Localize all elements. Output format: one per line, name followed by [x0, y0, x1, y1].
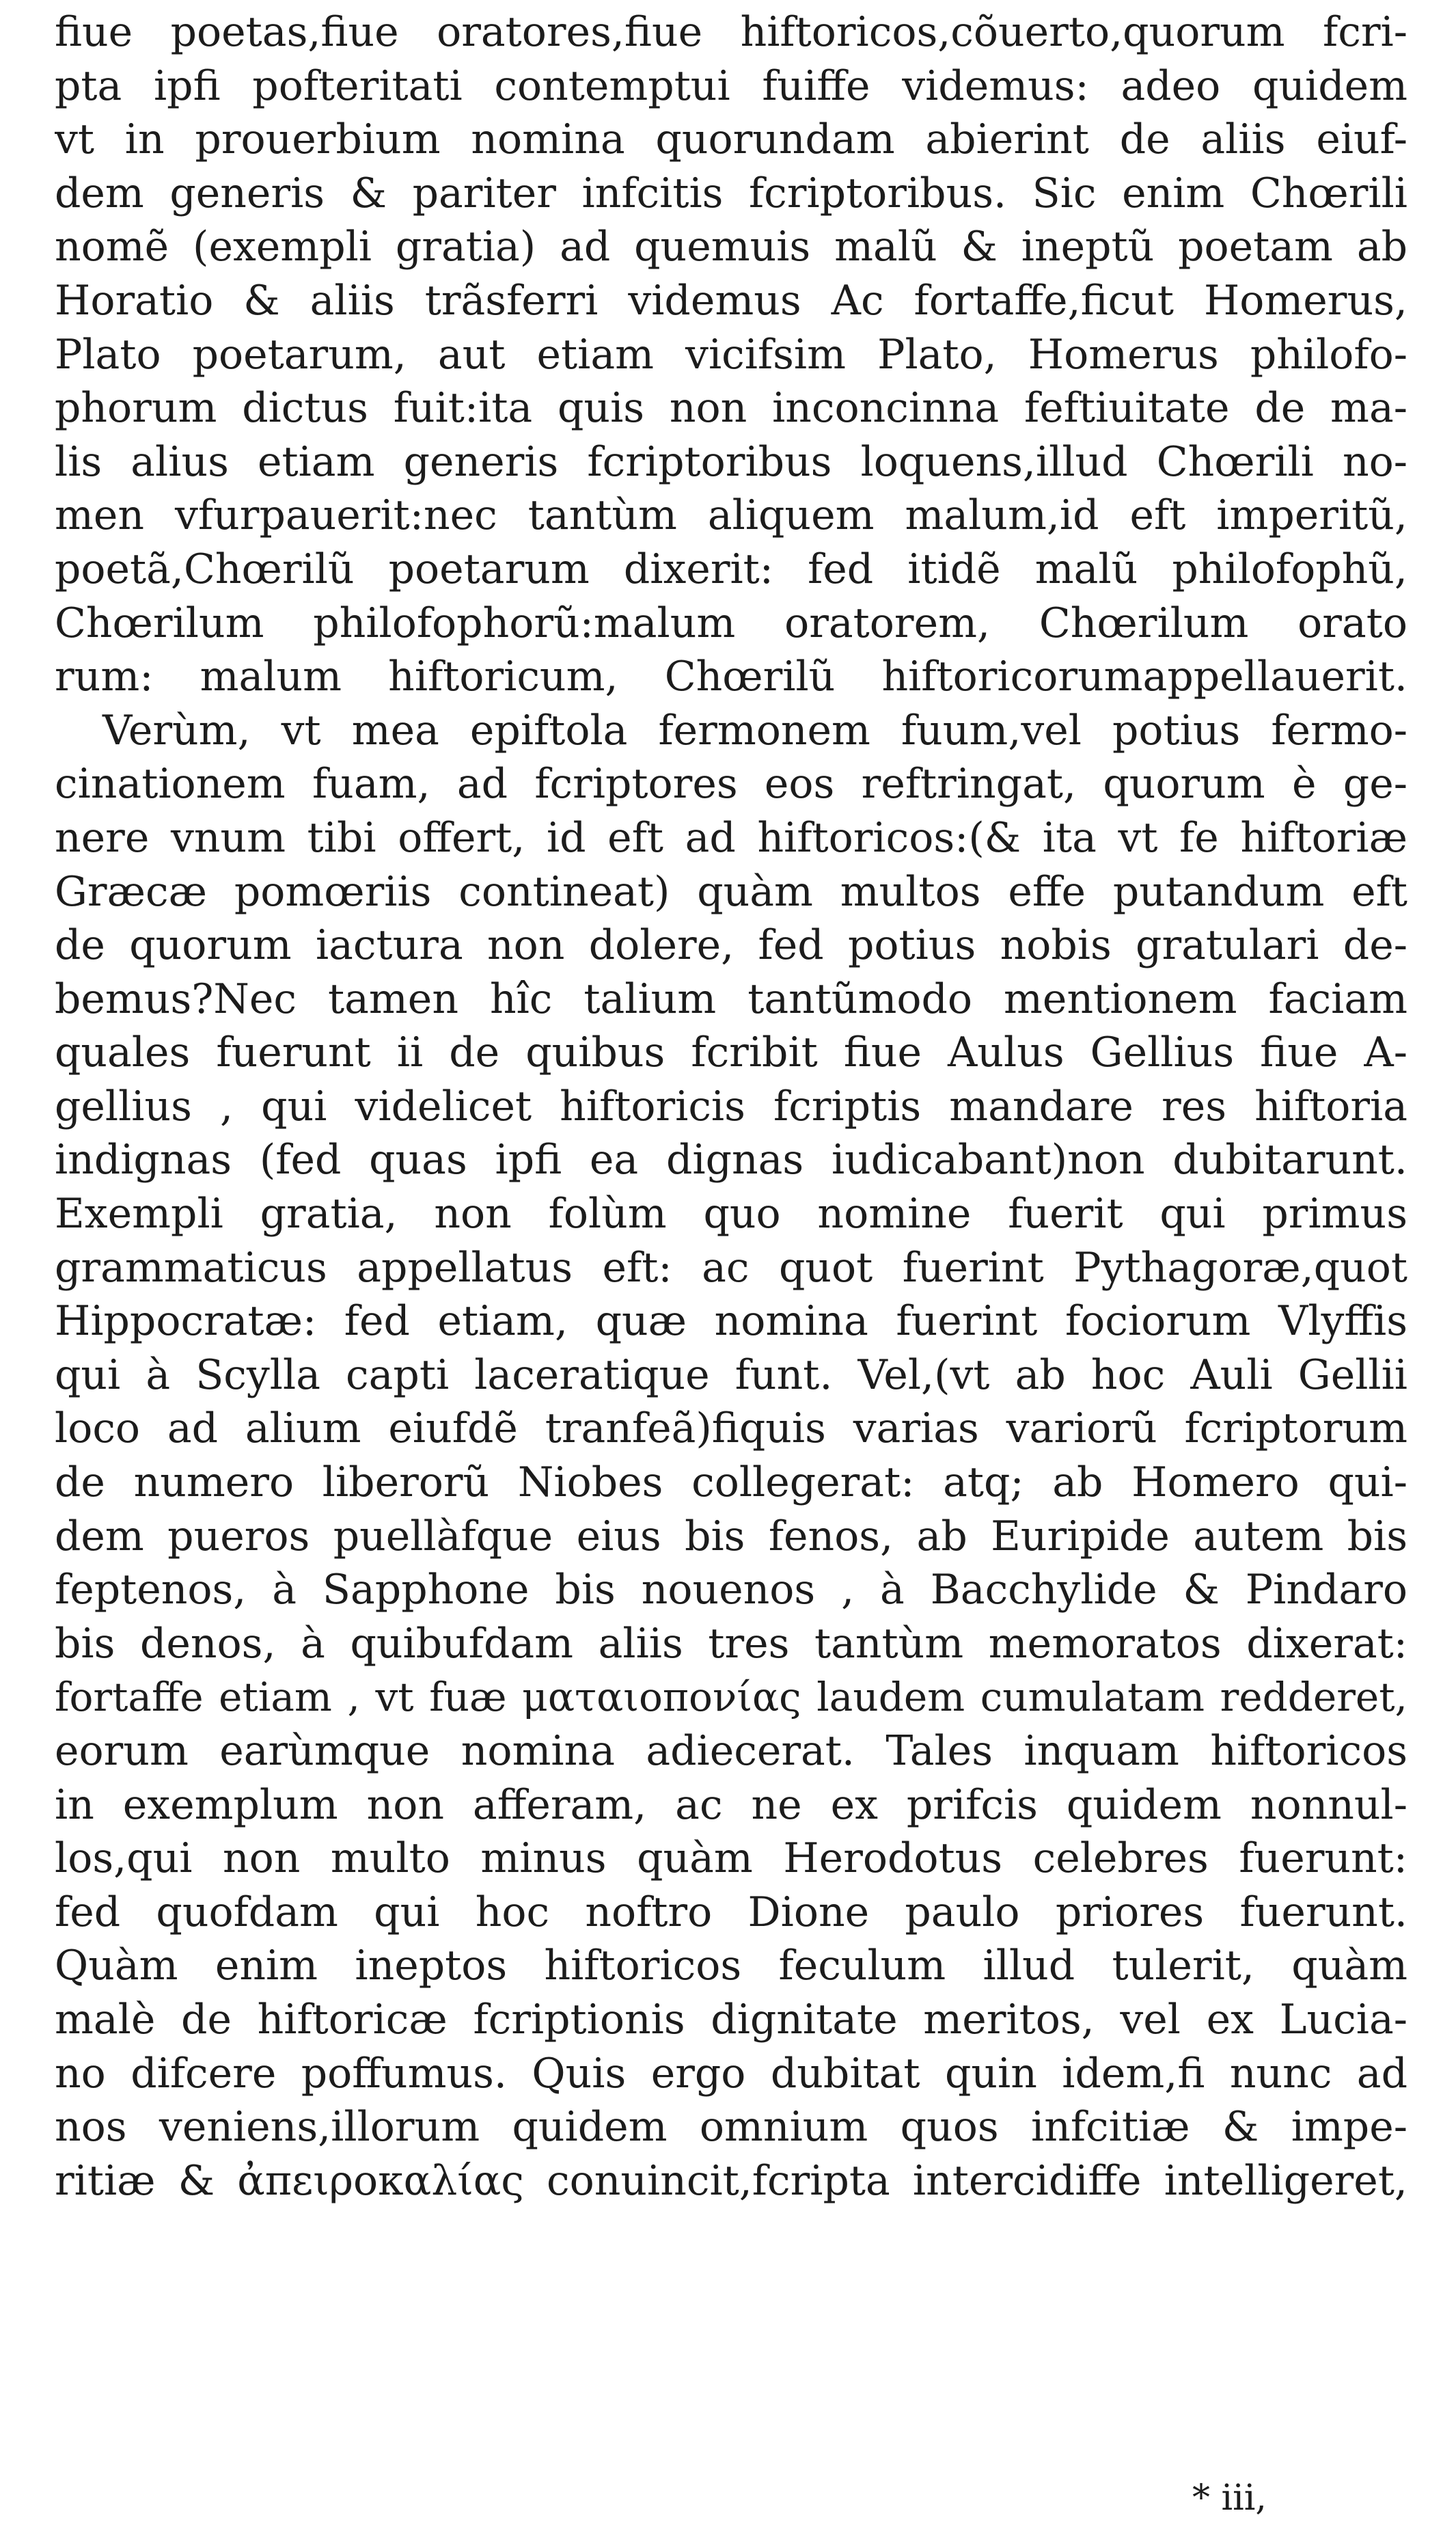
text-line-22: indignas (fed quas ipfi ea dignas iudicabant)non dubitarunt.: [55, 1136, 1407, 1184]
text-line-32: fortaffe etiam , vt fuæ ματαιοπονίας laudem cumulatam redderet,: [55, 1674, 1407, 1721]
text-line-18: de quorum iactura non dolere, fed potius nobis gratulari de-: [55, 921, 1407, 970]
text-line-37: Quàm enim ineptos hiftoricos feculum illud tulerit, quàm: [55, 1942, 1407, 1990]
text-line-10: men vfurpauerit:nec tantùm aliquem malum,id eft imperitũ,: [55, 491, 1407, 540]
text-line-38: malè de hiftoricæ fcriptionis dignitate meritos, vel ex Lucia-: [55, 1995, 1407, 2044]
text-line-14: Verùm, vt mea epiftola fermonem fuum,vel potius fermo-: [102, 706, 1407, 755]
text-line-35: los,qui non multo minus quàm Herodotus celebres fuerunt:: [55, 1834, 1407, 1883]
text-line-31: bis denos, à quibufdam aliis tres tantùm memoratos dixerat:: [55, 1619, 1407, 1668]
text-line-29: dem pueros puellàfque eius bis fenos, ab Euripide autem bis: [55, 1512, 1407, 1560]
text-line-23: Exempli gratia, non folùm quo nomine fuerit qui primus: [55, 1190, 1407, 1238]
text-line-12: Chœrilum philofophorũ:malum oratorem, Chœrilum orato: [55, 599, 1407, 647]
text-line-7: Plato poetarum, aut etiam vicifsim Plato, Homerus philofo-: [55, 330, 1407, 379]
text-line-8: phorum dictus fuit:ita quis non inconcinna feftiuitate de ma-: [55, 384, 1407, 433]
text-line-27: loco ad alium eiufdẽ tranfeã)fiquis varias variorũ fcriptorum: [55, 1405, 1407, 1453]
text-line-5: nomẽ (exempli gratia) ad quemuis malũ & ineptũ poetam ab: [55, 223, 1407, 271]
text-line-13: rum: malum hiftoricum, Chœrilũ hiftoricorumappellauerit.: [55, 653, 1407, 701]
text-line-25: Hippocratæ: fed etiam, quæ nomina fuerint fociorum Vlyffis: [55, 1297, 1407, 1346]
text-line-9: lis alius etiam generis fcriptoribus loquens,illud Chœrili no-: [55, 437, 1407, 486]
text-line-1: fiue poetas,fiue oratores,fiue hiftoricos,cõuerto,quorum fcri-: [55, 8, 1407, 56]
text-line-21: gellius , qui videlicet hiftoricis fcriptis mandare res hiftoria: [55, 1082, 1407, 1130]
text-line-3: vt in prouerbium nomina quorundam abierint de aliis eiuf-: [55, 116, 1407, 164]
text-line-24: grammaticus appellatus eft: ac quot fuerint Pythagoræ,quot: [55, 1243, 1407, 1292]
body-text: [55, 5, 1407, 2208]
text-line-34: in exemplum non afferam, ac ne ex prifcis quidem nonnul-: [55, 1780, 1407, 1829]
text-line-30: feptenos, à Sapphone bis nouenos , à Bacchylide & Pindaro: [55, 1566, 1407, 1614]
text-line-41: ritiæ & ἀπειροκαλίας conuincit,fcripta intercidiffe intelligeret,: [55, 2156, 1407, 2205]
text-line-6: Horatio & aliis trãsferri videmus Ac fortaffe,ficut Homerus,: [55, 276, 1407, 325]
text-line-2: pta ipfi pofteritati contemptui fuiffe videmus: adeo quidem: [55, 62, 1407, 110]
signature-mark: * iii,: [1192, 2478, 1267, 2519]
text-line-19: bemus?Nec tamen hîc talium tantũmodo mentionem faciam: [55, 975, 1407, 1023]
text-line-36: fed quofdam qui hoc noftro Dione paulo priores fuerunt.: [55, 1888, 1407, 1936]
text-line-33: eorum earùmque nomina adiecerat. Tales inquam hiftoricos: [55, 1727, 1407, 1775]
text-line-11: poetã,Chœrilũ poetarum dixerit: fed itidẽ malũ philofophũ,: [55, 545, 1407, 593]
text-line-17: Græcæ pomœriis contineat) quàm multos effe putandum eft: [55, 867, 1407, 916]
text-line-16: nere vnum tibi offert, id eft ad hiftoricos:(& ita vt fe hiftoriæ: [55, 813, 1407, 862]
text-line-39: no difcere poffumus. Quis ergo dubitat quin idem,fi nunc ad: [55, 2049, 1407, 2098]
text-line-40: nos veniens,illorum quidem omnium quos infcitiæ & impe-: [55, 2103, 1407, 2152]
text-line-26: qui à Scylla capti laceratique funt. Vel,(vt ab hoc Auli Gellii: [55, 1351, 1407, 1399]
text-line-20: quales fuerunt ii de quibus fcribit fiue Aulus Gellius fiue A-: [55, 1029, 1407, 1077]
text-line-4: dem generis & pariter infcitis fcriptoribus. Sic enim Chœrili: [55, 169, 1407, 217]
text-line-15: cinationem fuam, ad fcriptores eos reftringat, quorum è ge-: [55, 760, 1407, 809]
text-line-28: de numero liberorũ Niobes collegerat: atq; ab Homero qui-: [55, 1459, 1407, 1507]
